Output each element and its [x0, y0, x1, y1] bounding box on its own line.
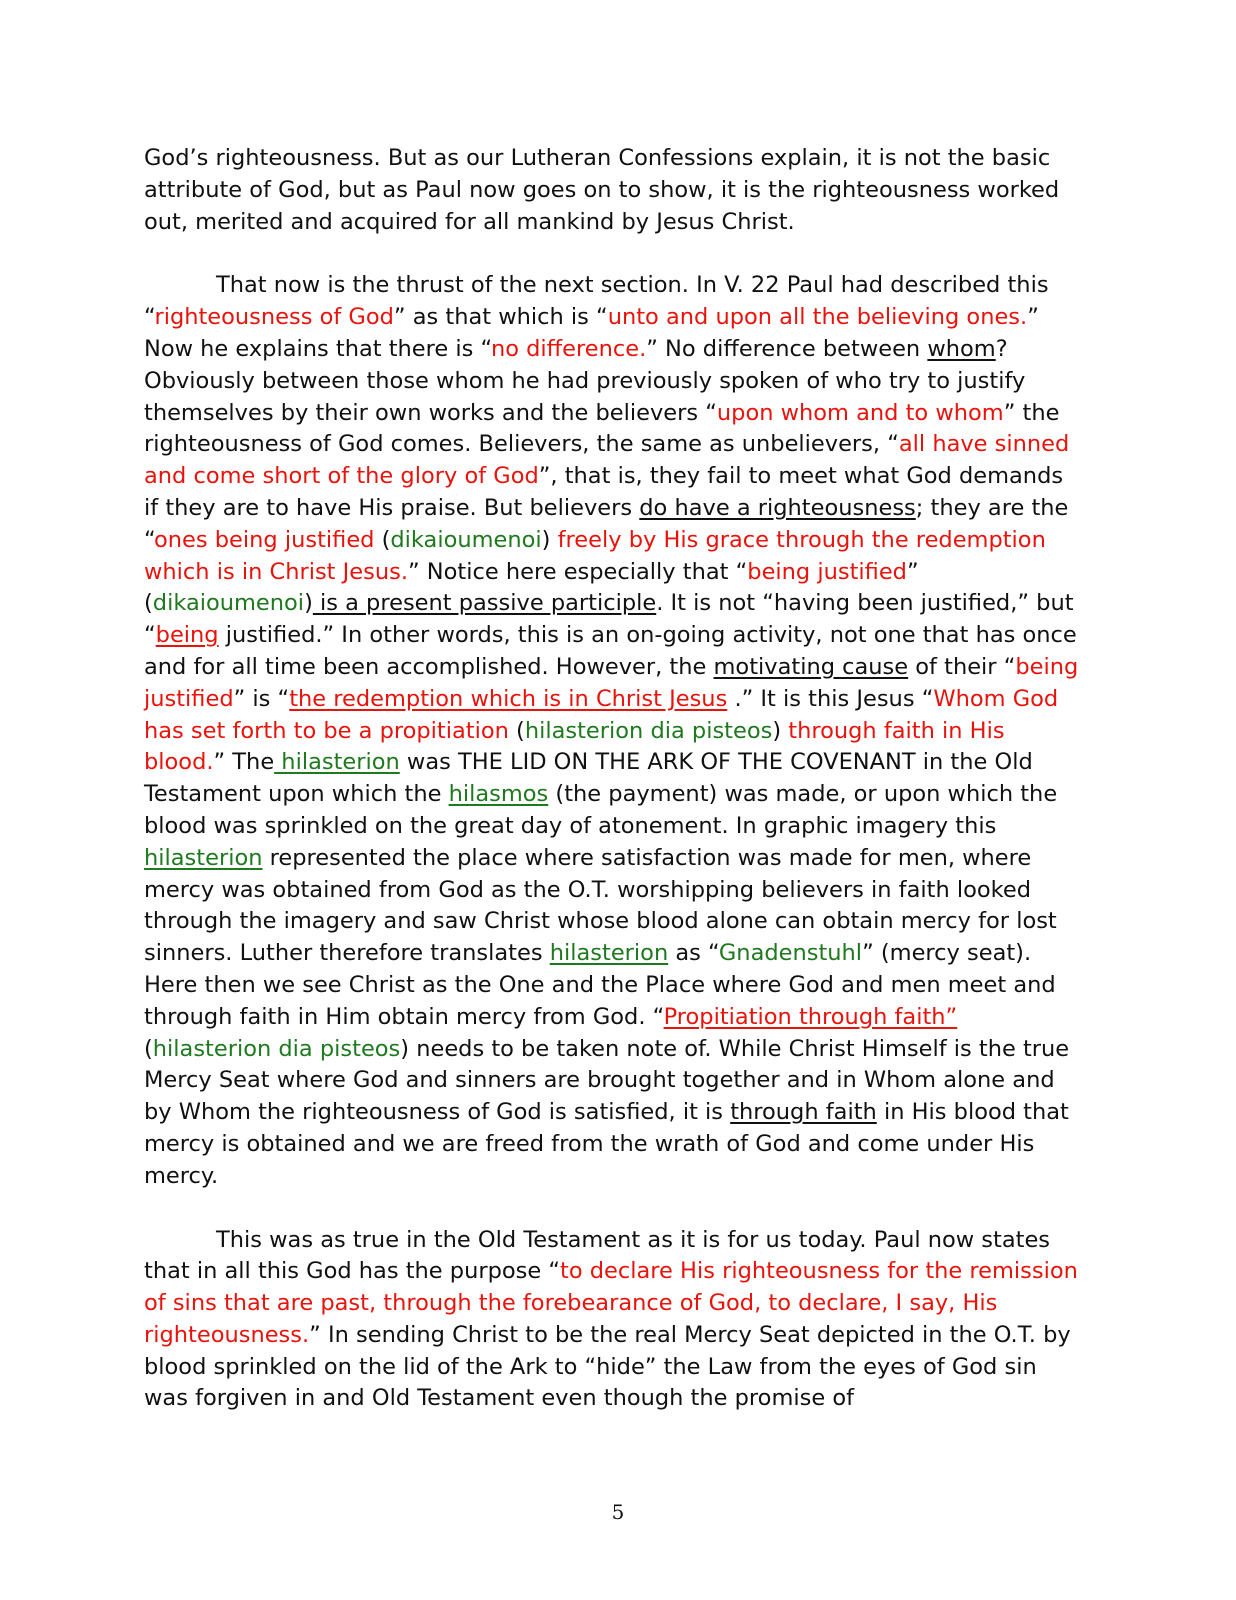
text-run: ” No difference between — [646, 335, 928, 362]
text-run: in His blood that mercy is obtained and we are freed from the wrath of God and come under His mercy. — [144, 1099, 1069, 1189]
text-run: ” as that which is “ — [393, 304, 608, 331]
emphasis-text-run: motivating cause — [713, 653, 909, 680]
emphasis-text-run: do have a righteousness — [639, 494, 916, 521]
text-run: represented the place where satisfaction was made for men, where mercy was obtained from God as the O.T. worshipping believers in faith looked through the imagery and saw Christ whose blood alone can obtain mercy for lost sinners. Luther therefore translates — [144, 844, 1057, 967]
paragraph-3 — [144, 1225, 1084, 1416]
text-run: ” Notice here especially that “ — [408, 558, 748, 585]
emphasis-text-run: the redemption which is in Christ Jesus — [289, 685, 728, 712]
text-run: ) needs to be taken note of. While Christ Himself is the true Mercy Seat where God and sinners are brought together and in Whom alone and by Whom the righteousness of God is satisfied, it is — [144, 1035, 1070, 1126]
text-run: ; they are the “ — [144, 494, 1069, 553]
text-run: ) — [541, 526, 558, 553]
emphasis-text-run: being justified — [747, 558, 907, 585]
emphasis-text-run: to declare His righteousness for the remission of sins that are past, through the forebearance of God, to declare, I say, His righteousness. — [144, 1258, 1078, 1348]
text-run: (the payment) was made, or upon which the blood was sprinkled on the great day of atonement. In graphic imagery this — [144, 781, 1058, 839]
emphasis-text-run: being — [155, 622, 219, 649]
emphasis-text-run: whom — [927, 335, 996, 362]
emphasis-text-run: dikaioumenoi — [390, 526, 542, 553]
text-run: ( — [144, 1035, 153, 1062]
emphasis-text-run: no difference. — [490, 335, 647, 362]
text-run: That now is the thrust of the next section. In V. 22 Paul had described this “ — [144, 272, 1049, 331]
text-run: as “ — [668, 940, 719, 967]
emphasis-text-run: hilasterion — [549, 940, 669, 967]
text-run: God’s righteousness. But as our Lutheran Confessions explain, it is not the basic attribute of God, but as Paul now goes on to show, it is the righteousness worked out, merited and acquired for all mankind by Jesus Christ. — [144, 145, 1060, 235]
emphasis-text-run: righteousness of God — [154, 304, 394, 331]
emphasis-text-run: Gnadenstuhl — [718, 940, 863, 967]
text-run: ” is “ — [233, 685, 290, 712]
document-page-body — [144, 143, 1084, 1415]
text-run: ” In sending Christ to be the real Mercy Seat depicted in the O.T. by blood sprinkled on the lid of the Ark to “hide” the Law from the eyes of God sin was forgiven in and Old Testament even though the promise of — [144, 1321, 1071, 1412]
emphasis-text-run: hilasmos — [448, 781, 549, 808]
emphasis-text-run: ones being justified — [154, 526, 375, 553]
emphasis-text-run: through faith — [730, 1099, 877, 1126]
text-run: ” The — [213, 749, 275, 776]
text-run: ( — [508, 717, 525, 744]
emphasis-text-run: being justified — [144, 653, 1079, 712]
text-run: was THE LID ON THE ARK OF THE COVENANT in the Old Testament upon which the — [144, 749, 1033, 808]
emphasis-text-run: upon whom and to whom — [716, 399, 1004, 426]
emphasis-text-run: Whom God has set forth to be a propitiation — [144, 685, 1059, 744]
text-run: This was as true in the Old Testament as it is for us today. Paul now states that in all this God has the purpose “ — [144, 1226, 1051, 1285]
emphasis-text-run: dikaioumenoi — [152, 590, 305, 617]
emphasis-text-run: hilasterion — [144, 844, 263, 871]
text-run: ) — [772, 717, 789, 744]
text-run: of their “ — [908, 653, 1016, 680]
emphasis-text-run: freely by His grace through the redemption which is in Christ Jesus. — [144, 526, 1046, 585]
text-run: ” the righteousness of God comes. Believers, the same as unbelievers, “ — [144, 399, 1060, 458]
emphasis-text-run: Propitiation through faith” — [663, 1003, 958, 1030]
emphasis-text-run: hilasterion dia pisteos — [524, 717, 773, 744]
emphasis-text-run: all have sinned and come short of the glory of God — [144, 431, 1070, 490]
paragraph-1 — [144, 143, 1084, 238]
text-run: ) — [304, 590, 313, 617]
emphasis-text-run: hilasterion dia pisteos — [152, 1035, 401, 1062]
text-run: ”, that is, they fail to meet what God demands if they are to have His praise. But believers — [144, 463, 1064, 521]
paragraph-2 — [144, 270, 1084, 1192]
emphasis-text-run: unto and upon all the believing ones. — [607, 304, 1028, 331]
text-run: ( — [374, 526, 391, 553]
text-run: ” (mercy seat). Here then we see Christ as the One and the Place where God and men meet and through faith in Him obtain mercy from God. “ — [144, 940, 1056, 1030]
text-run: . It is not “having been justified,” but “ — [144, 590, 1074, 649]
page-number: 5 — [611, 1500, 625, 1524]
emphasis-text-run: hilasterion — [274, 749, 400, 776]
emphasis-text-run: through faith in His blood. — [144, 717, 1005, 776]
text-run: ” ( — [144, 558, 919, 617]
emphasis-text-run: is a present passive participle — [312, 590, 657, 617]
text-run: ” Now he explains that there is “ — [144, 304, 1039, 362]
text-run: justified.” In other words, this is an on-going activity, not one that has once and for all time been accomplished. However, the — [144, 622, 1077, 680]
text-run: ? Obviously between those whom he had previously spoken of who try to justify themselves by their own works and the believers “ — [144, 335, 1026, 426]
text-run: .” It is this Jesus “ — [727, 685, 934, 712]
